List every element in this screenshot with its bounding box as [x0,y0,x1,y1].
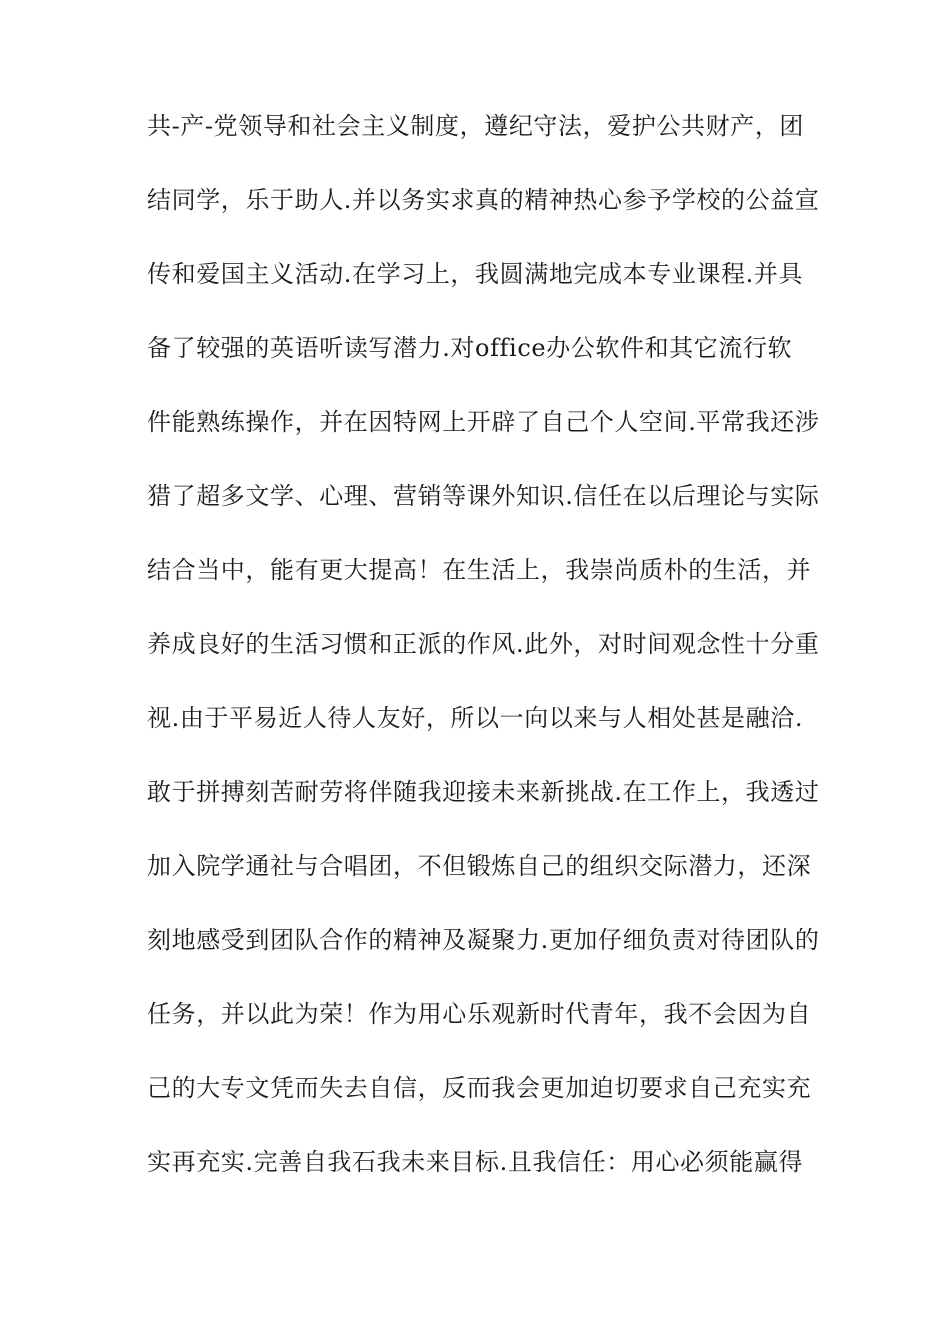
text-line: 养成良好的生活习惯和正派的作风.此外，对时间观念性十分重 [147,630,820,658]
text-line: 视.由于平易近人待人友好，所以一向以来与人相处甚是融洽. [147,704,804,732]
body-text [147,106,820,1216]
text-line: 刻地感受到团队合作的精神及凝聚力.更加仔细负责对待团队的 [147,926,820,954]
text-line: 任务，并以此为荣！作为用心乐观新时代青年，我不会因为自 [147,1000,812,1028]
text-line: 传和爱国主义活动.在学习上，我圆满地完成本专业课程.并具 [147,260,804,288]
text-line: 共-产-党领导和社会主义制度，遵纪守法，爱护公共财产，团 [147,112,805,140]
text-line: 件能熟练操作，并在因特网上开辟了自己个人空间.平常我还涉 [147,408,820,436]
text-line: 猎了超多文学、心理、营销等课外知识.信任在以后理论与实际 [147,482,820,510]
text-line: 己的大专文凭而失去自信，反而我会更加迫切要求自己充实充 [147,1074,812,1102]
text-line: 加入院学通社与合唱团，不但锻炼自己的组织交际潜力，还深 [147,852,812,880]
text-line: 敢于拼搏刻苦耐劳将伴随我迎接未来新挑战.在工作上，我透过 [147,778,820,806]
text-line: 备了较强的英语听读写潜力.对office办公软件和其它流行软 [147,334,793,362]
text-line: 实再充实.完善自我石我未来目标.且我信任：用心必须能赢得 [147,1148,804,1176]
text-line: 结合当中，能有更大提高！在生活上，我崇尚质朴的生活，并 [147,556,812,584]
text-line: 结同学，乐于助人.并以务实求真的精神热心参予学校的公益宣 [147,186,820,214]
